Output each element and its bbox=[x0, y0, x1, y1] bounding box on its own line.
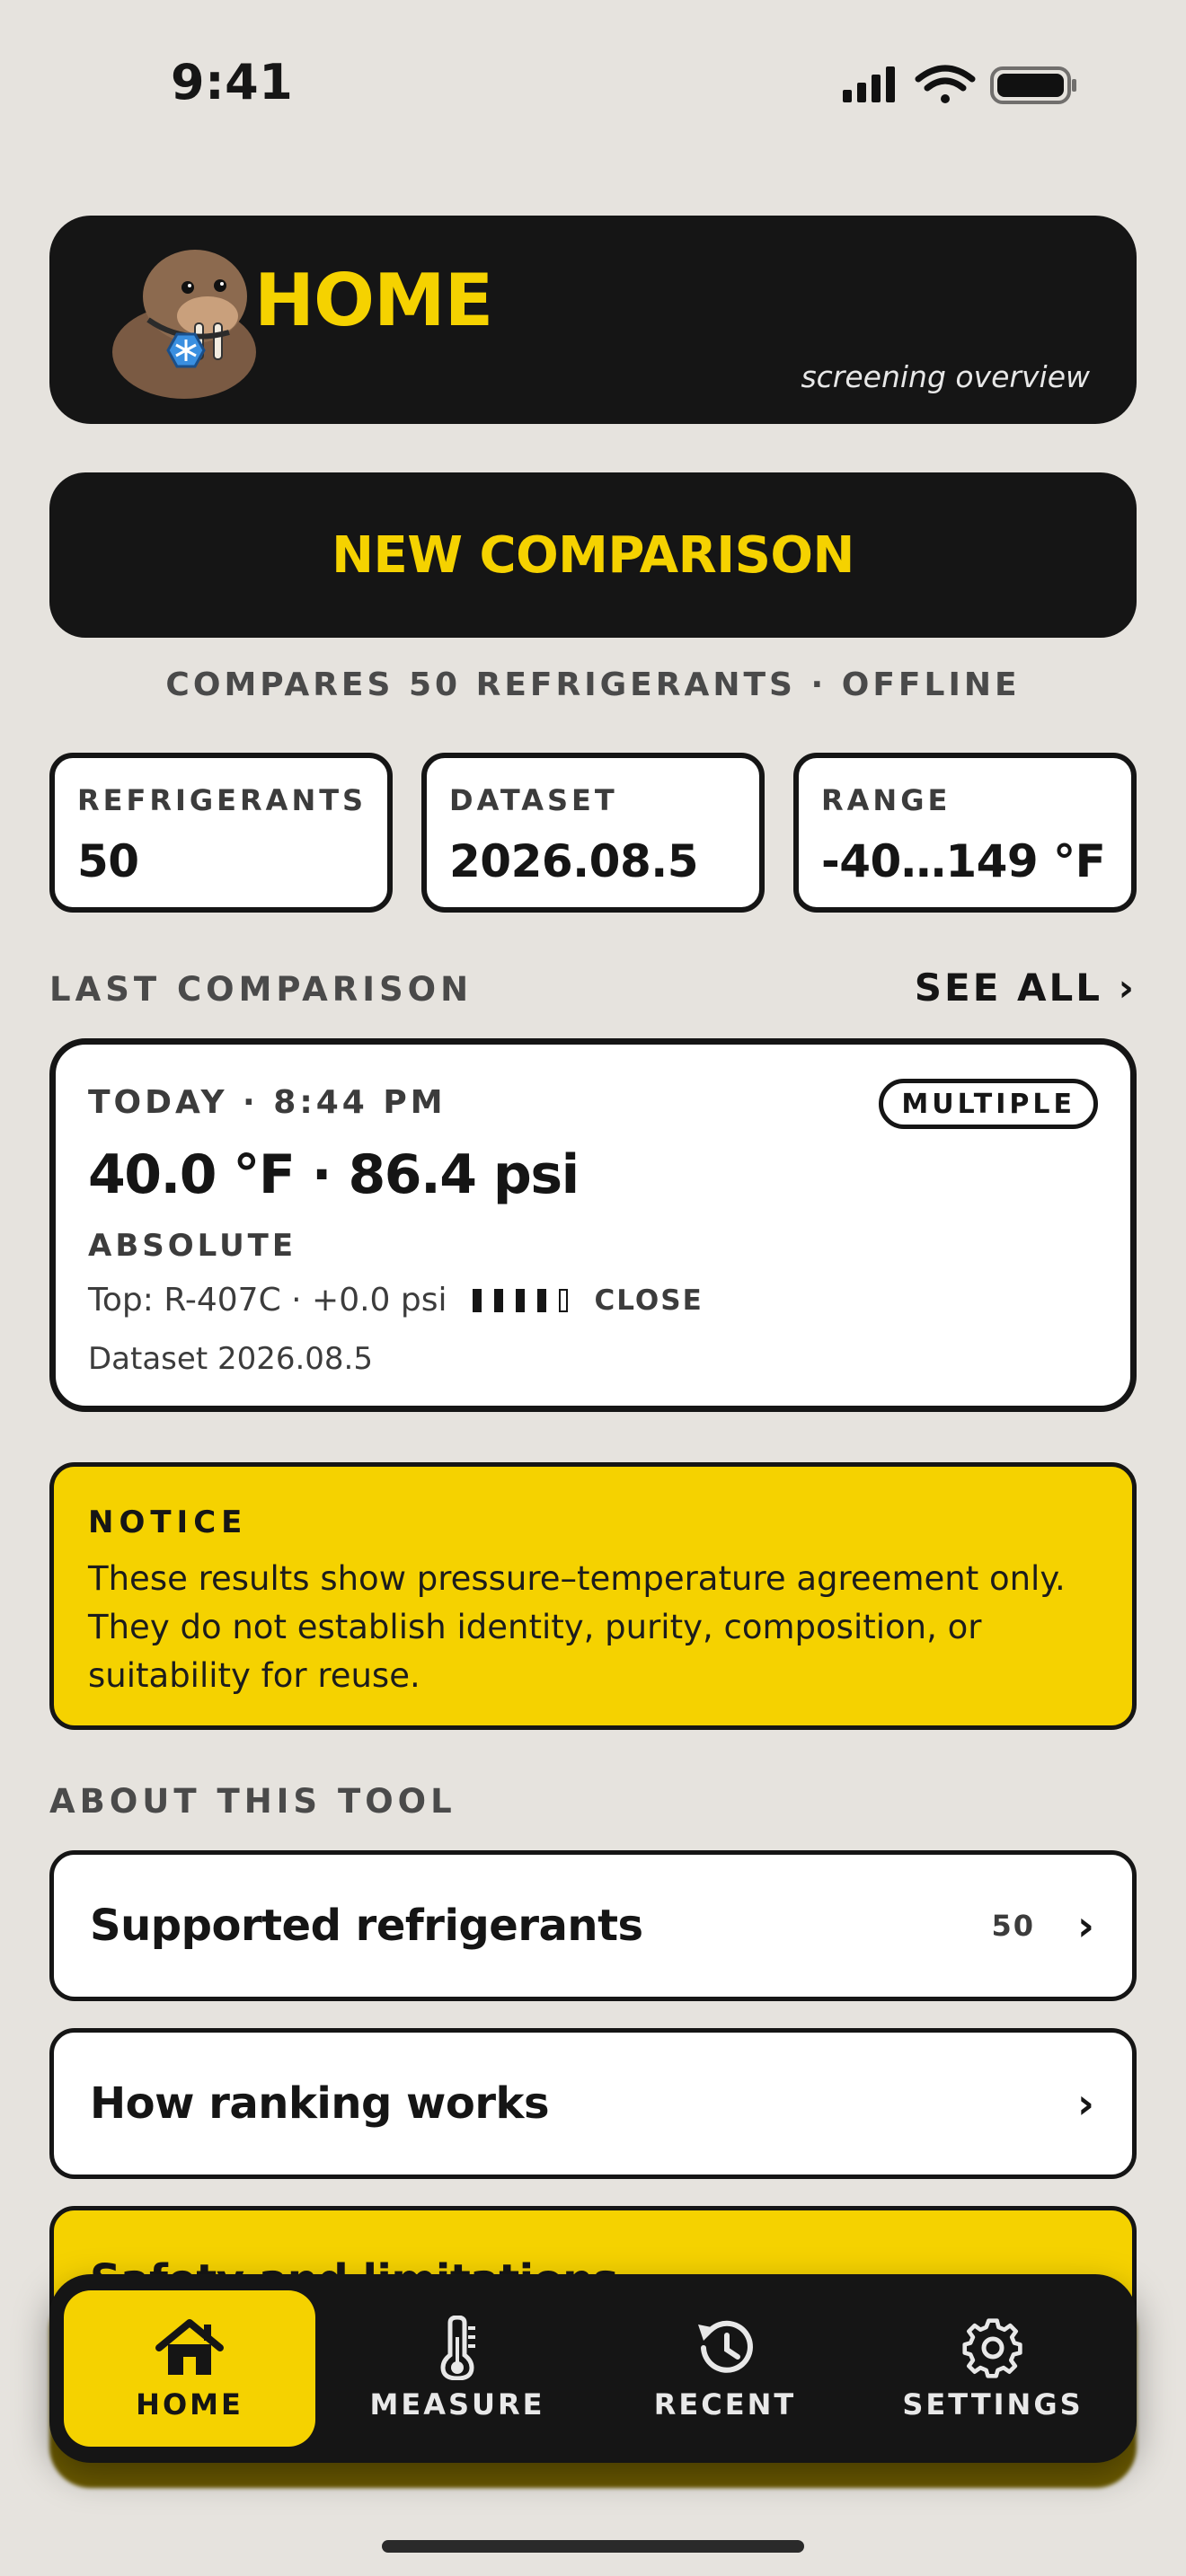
tab-home[interactable] bbox=[64, 2290, 315, 2447]
about-heading: ABOUT THIS TOOL bbox=[49, 1782, 456, 1821]
stat-card-dataset bbox=[421, 753, 765, 913]
see-all-link[interactable]: SEE ALL › bbox=[914, 966, 1137, 1010]
tab-label: HOME bbox=[136, 2387, 243, 2422]
home-indicator[interactable] bbox=[382, 2540, 804, 2553]
meter-bar bbox=[537, 1289, 546, 1312]
tab-settings[interactable] bbox=[867, 2290, 1119, 2447]
status-icons bbox=[836, 63, 1078, 108]
chevron-right-icon: › bbox=[1077, 1901, 1094, 1950]
new-comparison-button[interactable] bbox=[49, 472, 1137, 638]
top-match-text: Top: R-407C · +0.0 psi bbox=[88, 1282, 447, 1319]
notice-panel bbox=[49, 1462, 1137, 1730]
chevron-right-icon: › bbox=[1077, 2079, 1094, 2128]
walrus-mascot-icon bbox=[94, 234, 274, 404]
notice-title: NOTICE bbox=[88, 1504, 248, 1540]
stat-label: REFRIGERANTS bbox=[77, 783, 367, 817]
page-title: HOME bbox=[254, 259, 493, 342]
row-label: How ranking works bbox=[90, 2078, 550, 2129]
stat-value: 50 bbox=[77, 835, 139, 887]
comparison-dataset: Dataset 2026.08.5 bbox=[88, 1341, 373, 1377]
cellular-signal-icon bbox=[843, 66, 895, 102]
supported-refrigerants-row[interactable] bbox=[49, 1850, 1137, 2001]
match-quality-label: CLOSE bbox=[594, 1284, 704, 1317]
comparison-reading: 40.0 °F · 86.4 psi bbox=[88, 1143, 579, 1206]
stat-label: DATASET bbox=[449, 783, 618, 817]
how-ranking-works-row[interactable] bbox=[49, 2028, 1137, 2179]
meter-bar bbox=[473, 1289, 482, 1312]
stat-card-refrigerants bbox=[49, 753, 393, 913]
stat-value: -40…149 °F bbox=[821, 835, 1106, 887]
last-comparison-heading: LAST COMPARISON bbox=[49, 970, 474, 1009]
tab-bar bbox=[49, 2274, 1137, 2463]
row-label: Supported refrigerants bbox=[90, 1901, 643, 1951]
tab-label: MEASURE bbox=[369, 2387, 545, 2422]
stat-label: RANGE bbox=[821, 783, 951, 817]
stat-value: 2026.08.5 bbox=[449, 835, 699, 887]
page-subtitle: screening overview bbox=[801, 359, 1090, 394]
comparison-timestamp: TODAY · 8:44 PM bbox=[88, 1084, 447, 1121]
battery-icon bbox=[992, 68, 1076, 102]
house-icon bbox=[154, 2316, 226, 2380]
top-match-line bbox=[88, 1282, 704, 1319]
wifi-icon bbox=[918, 68, 972, 103]
meter-bar bbox=[516, 1289, 525, 1312]
pressure-mode: ABSOLUTE bbox=[88, 1228, 297, 1264]
new-comparison-label: NEW COMPARISON bbox=[332, 525, 854, 585]
match-strength-meter bbox=[473, 1289, 568, 1312]
last-comparison-card[interactable] bbox=[49, 1038, 1137, 1412]
tab-measure[interactable] bbox=[332, 2290, 583, 2447]
tab-label: SETTINGS bbox=[902, 2387, 1084, 2422]
status-time: 9:41 bbox=[171, 54, 294, 110]
stat-card-range bbox=[793, 753, 1137, 913]
tab-recent[interactable] bbox=[599, 2290, 851, 2447]
thermometer-icon bbox=[421, 2316, 493, 2380]
meter-bar bbox=[559, 1289, 568, 1312]
meter-bar bbox=[494, 1289, 503, 1312]
header-banner bbox=[49, 216, 1137, 424]
gear-icon bbox=[957, 2316, 1029, 2380]
row-count: 50 bbox=[991, 1909, 1035, 1943]
notice-body: These results show pressure–temperature agreement only. They do not establish identity, purity, composition, or suitability for reuse. bbox=[88, 1559, 1066, 1695]
status-badge: MULTIPLE bbox=[879, 1079, 1098, 1129]
tab-label: RECENT bbox=[653, 2387, 797, 2422]
history-icon bbox=[689, 2316, 761, 2380]
comparison-caption: COMPARES 50 REFRIGERANTS · OFFLINE bbox=[165, 666, 1021, 703]
